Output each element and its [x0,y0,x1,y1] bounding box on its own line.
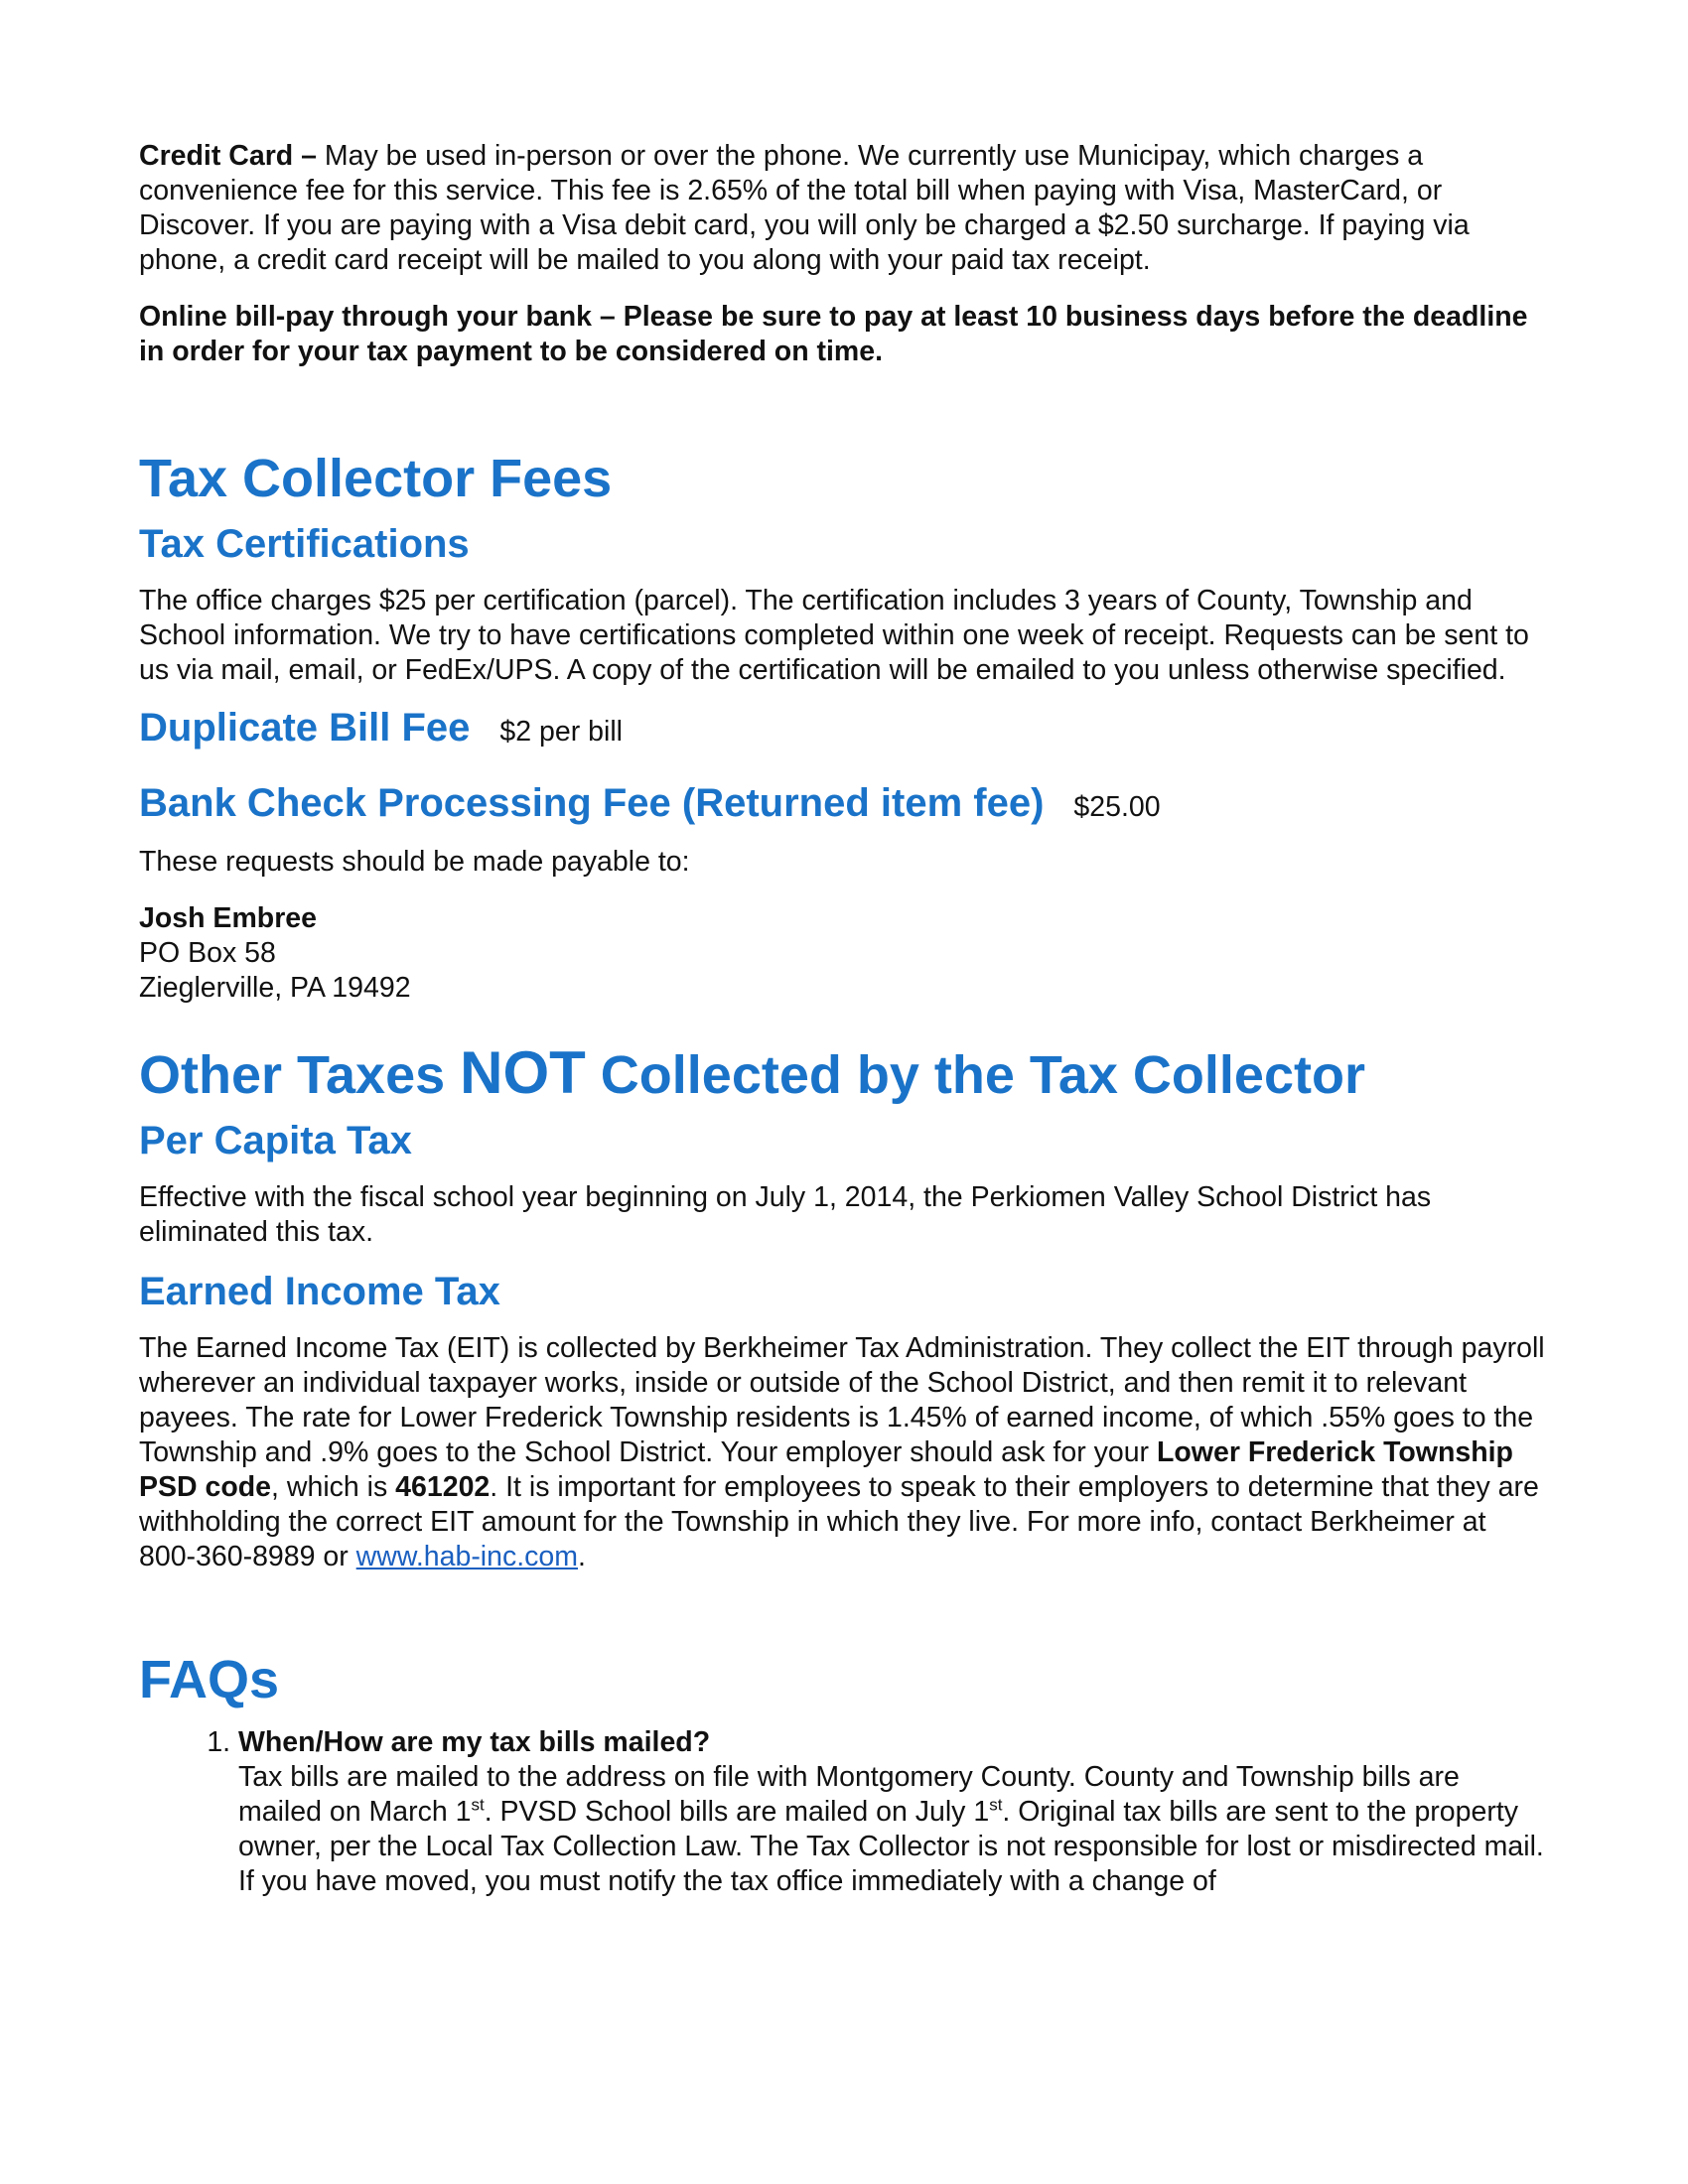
tax-collector-fees-heading: Tax Collector Fees [139,449,613,508]
faqs-heading: FAQs [139,1650,280,1709]
online-bill-pay-paragraph [139,300,1549,369]
eit-text-part3: . It is important for employees to speak to their employers to determine that they are withholding the correct EIT amount for the Township in which they live. For more info, contact Berkheimer at 800-360-8989 or [139,1471,1539,1572]
eit-psd-code: 461202 [395,1471,491,1503]
duplicate-bill-fee-heading [139,704,1549,755]
payee-address-line2: Zieglerville, PA 19492 [139,972,411,1004]
tax-certifications-heading: Tax Certifications [139,522,470,566]
eit-psd-label: Lower Frederick Township PSD code [139,1436,1513,1503]
other-taxes-heading [139,1041,1549,1107]
faq-answer-1-part1: Tax bills are mailed to the address on file with Montgomery County. County and Township bills are mailed on March 1 [238,1761,1460,1828]
eit-text-part2: , which is [271,1471,396,1503]
berkheimer-link[interactable]: www.hab-inc.com [355,1541,578,1572]
per-capita-tax-heading: Per Capita Tax [139,1119,412,1162]
tax-certifications-text: The office charges $25 per certification (parcel). The certification includes 3 years of County, Township and School information. We try to have certifications completed within one week of receipt. Requests can be sent to us via mail, email, or FedEx/UPS. A copy of the certification will be emailed to you unless otherwise specified. [139,585,1529,686]
faq-item [238,1725,1549,1899]
faq-question-1: When/How are my tax bills mailed? [238,1726,711,1758]
online-bill-pay-text: Online bill-pay through your bank – Please be sure to pay at least 10 business days before the deadline in order for your tax payment to be considered on time. [139,301,1528,367]
other-taxes-heading-post: Collected by the Tax Collector [585,1045,1365,1105]
payee-name: Josh Embree [139,902,317,934]
payee-address [139,901,1549,1006]
payable-to-text: These requests should be made payable to: [139,846,690,878]
eit-text-part1: The Earned Income Tax (EIT) is collected by Berkheimer Tax Administration. They collect the EIT through payroll wherever an individual taxpayer works, inside or outside of the School District, and then remit it to relevant payees. The rate for Lower Frederick Township residents is 1.45% of earned income, of which .55% goes to the Township and .9% goes to the School District. Your employer should ask for your [139,1332,1545,1468]
other-taxes-heading-emphasis: NOT [460,1039,586,1106]
bank-check-fee-label: Bank Check Processing Fee (Returned item fee) [139,781,1045,825]
faq-list [139,1725,1549,1899]
duplicate-bill-fee-label: Duplicate Bill Fee [139,706,471,750]
document-page [139,139,1549,1899]
faq-answer-1-sup1: st [471,1795,485,1815]
payee-address-line1: PO Box 58 [139,937,276,969]
bank-check-fee-amount: $25.00 [1073,791,1161,823]
earned-income-tax-heading: Earned Income Tax [139,1270,500,1313]
duplicate-bill-fee-amount: $2 per bill [499,716,623,748]
earned-income-tax-text [139,1331,1549,1574]
other-taxes-heading-pre: Other Taxes [139,1045,461,1105]
bank-check-fee-heading [139,779,1549,831]
faq-answer-1-part2: . PVSD School bills are mailed on July 1 [484,1796,990,1828]
per-capita-tax-text: Effective with the fiscal school year beginning on July 1, 2014, the Perkiomen Valley School District has eliminated this tax. [139,1181,1432,1248]
faq-answer-1-sup2: st [989,1795,1003,1815]
credit-card-text: May be used in-person or over the phone. We currently use Municipay, which charges a convenience fee for this service. This fee is 2.65% of the total bill when paying with Visa, MasterCard, or Discover. If you are paying with a Visa debit card, you will only be charged a $2.50 surcharge. If paying via phone, a credit card receipt will be mailed to you along with your paid tax receipt. [139,140,1470,276]
credit-card-label: Credit Card – [139,140,317,172]
credit-card-paragraph [139,139,1549,278]
eit-text-part4: . [578,1541,586,1572]
faq-answer-1-part3: . Original tax bills are sent to the property owner, per the Local Tax Collection Law. The Tax Collector is not responsible for lost or misdirected mail. If you have moved, you must notify the tax office immediately with a change of [238,1796,1544,1897]
